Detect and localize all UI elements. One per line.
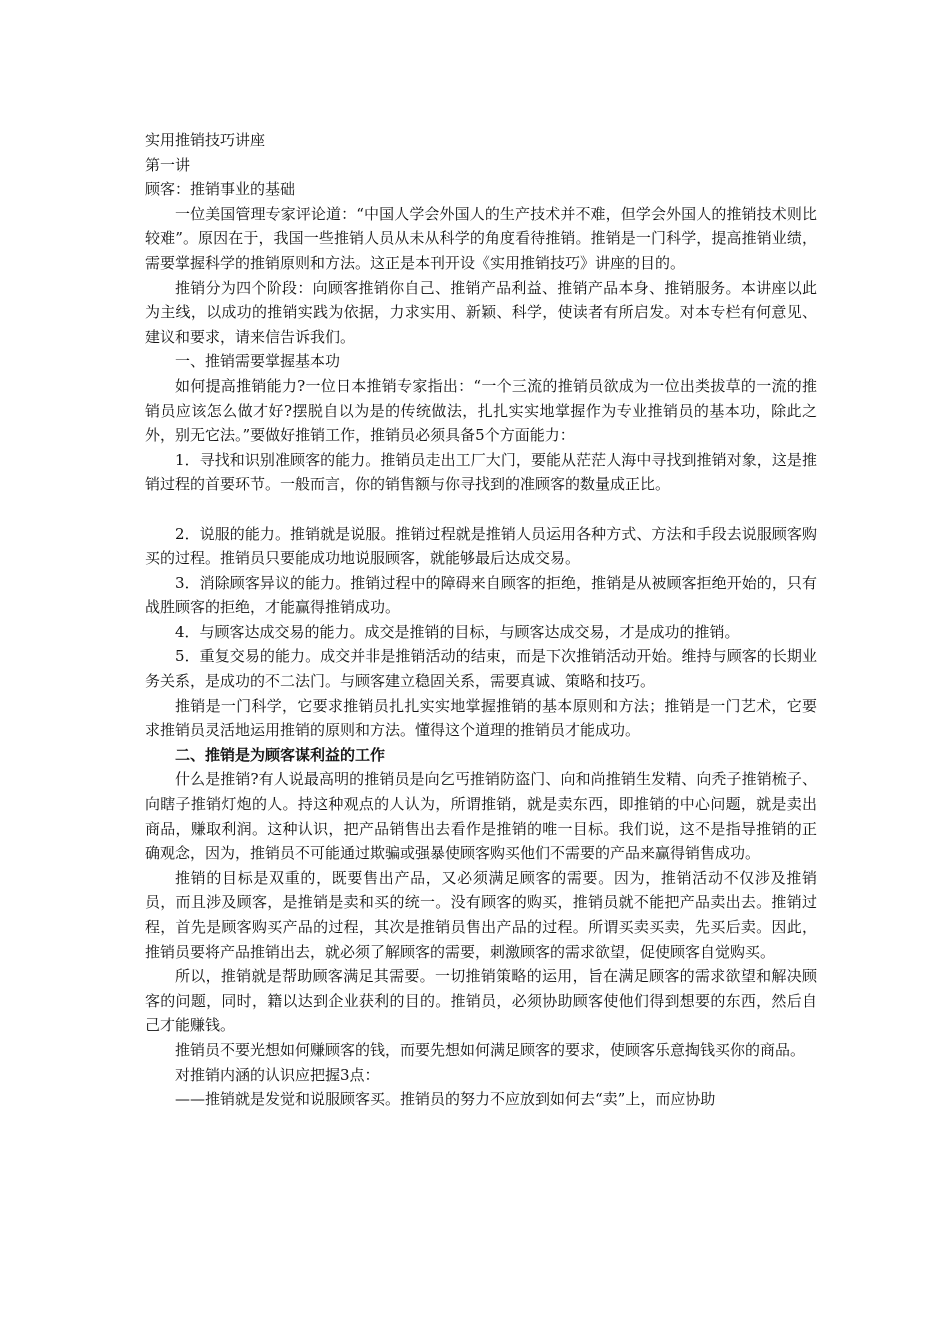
paragraph: 所以，推销就是帮助顾客满足其需要。一切推销策略的运用，旨在满足顾客的需求欲望和解决顾客的问题，同时，籍以达到企业获利的目的。推销员，必须协助顾客使他们得到想要的东西，然后自己才能赚钱。 (145, 967, 817, 1035)
section-heading: 二、推销是为顾客谋利益的工作 (175, 745, 386, 764)
paragraph: 对推销内涵的认识应把握3点： (175, 1065, 380, 1084)
document-body (145, 128, 817, 1112)
paragraph: 推销的目标是双重的，既要售出产品，又必须满足顾客的需要。因为，推销活动不仅涉及推销员，而且涉及顾客，是推销是卖和买的统一。没有顾客的购买，推销员就不能把产品卖出去。推销过程，首先是顾客购买产品的过程，其次是推销员售出产品的过程。所谓买卖买卖，先买后卖。因此，推销员要将产品推销出去，就必须了解顾客的需要，刺激顾客的需求欲望，促使顾客自觉购买。 (145, 868, 817, 961)
list-item: 1．寻找和识别准顾客的能力。推销员走出工厂大门，要能从茫茫人海中寻找到推销对象，这是推销过程的首要环节。一般而言，你的销售额与你寻找到的准顾客的数量成正比。 (145, 450, 817, 494)
paragraph: 推销员不要光想如何赚顾客的钱，而要先想如何满足顾客的要求，使顾客乐意掏钱买你的商品。 (175, 1040, 806, 1059)
paragraph: 什么是推销?有人说最高明的推销员是向乞丐推销防盗门、向和尚推销生发精、向秃子推销梳子、向瞎子推销灯炮的人。持这种观点的人认为，所谓推销，就是卖东西，即推销的中心问题，就是卖出商品，赚取利润。这种认识，把产品销售出去看作是推销的唯一目标。我们说，这不是指导推销的正确观念，因为，推销员不可能通过欺骗或强暴使顾客购买他们不需要的产品来赢得销售成功。 (145, 770, 817, 863)
list-item: 3．消除顾客异议的能力。推销过程中的障碍来自顾客的拒绝，推销是从被顾客拒绝开始的，只有战胜顾客的拒绝，才能赢得推销成功。 (145, 573, 817, 617)
lecture-number: 第一讲 (145, 155, 191, 174)
document-subtitle: 顾客：推销事业的基础 (145, 180, 296, 199)
blank-line (145, 497, 817, 522)
paragraph: 推销分为四个阶段：向顾客推销你自己、推销产品利益、推销产品本身、推销服务。本讲座以此为主线，以成功的推销实践为依据，力求实用、新颖、科学，使读者有所启发。对本专栏有何意见、建议和要求，请来信告诉我们。 (145, 278, 817, 346)
paragraph: 推销是一门科学，它要求推销员扎扎实实地掌握推销的基本原则和方法；推销是一门艺术，它要求推销员灵活地运用推销的原则和方法。懂得这个道理的推销员才能成功。 (145, 696, 817, 740)
list-item: 4．与顾客达成交易的能力。成交是推销的目标，与顾客达成交易，才是成功的推销。 (175, 622, 740, 641)
list-item: 5．重复交易的能力。成交并非是推销活动的结束，而是下次推销活动开始。维持与顾客的长期业务关系，是成功的不二法门。与顾客建立稳固关系，需要真诚、策略和技巧。 (145, 647, 817, 691)
paragraph: ——推销就是发觉和说服顾客买。推销员的努力不应放到如何去“卖”上，而应协助 (175, 1090, 716, 1109)
document-title: 实用推销技巧讲座 (145, 131, 266, 149)
paragraph: 一位美国管理专家评论道：“中国人学会外国人的生产技术并不难，但学会外国人的推销技术则比较难”。原因在于，我国一些推销人员从未从科学的角度看待推销。推销是一门科学，提高推销业绩，需要掌握科学的推销原则和方法。这正是本刊开设《实用推销技巧》讲座的目的。 (145, 204, 817, 272)
section-heading: 一、推销需要掌握基本功 (175, 352, 341, 371)
list-item: 2．说服的能力。推销就是说服。推销过程就是推销人员运用各种方式、方法和手段去说服顾客购买的过程。推销员只要能成功地说服顾客，就能够最后达成交易。 (145, 524, 817, 568)
paragraph: 如何提高推销能力?一位日本推销专家指出：“一个三流的推销员欲成为一位出类拔草的一流的推销员应该怎么做才好?摆脱自以为是的传统做法，扎扎实实地掌握作为专业推销员的基本功，除此之外，别无它法。”要做好推销工作，推销员必须具备5个方面能力： (145, 376, 817, 445)
